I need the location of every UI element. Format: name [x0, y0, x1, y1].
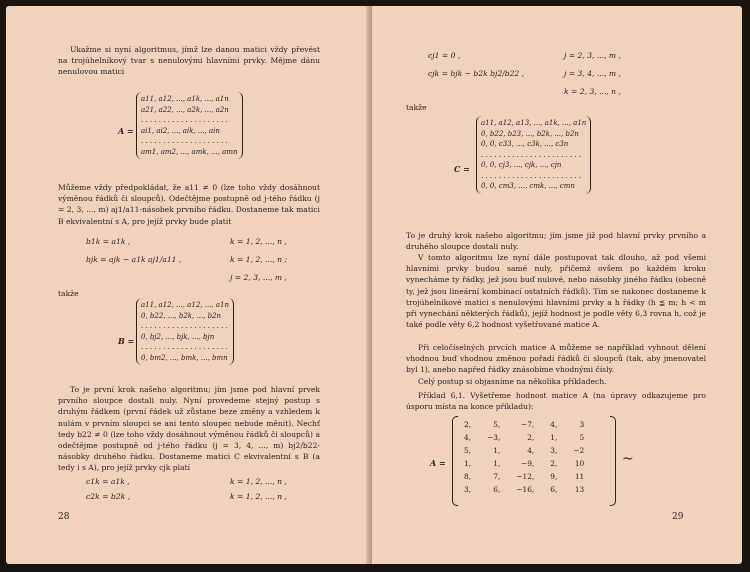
matrix-row: . . . . . . . . . . . . . . . . . . . .	[141, 137, 228, 145]
matrix-b	[136, 298, 234, 365]
equation-cjk: cjk = bjk − b2k bj2/b22 ,	[428, 69, 525, 78]
matrix-row: a11, a12, ..., a12, ..., a1n	[141, 301, 229, 309]
matrix-row: . . . . . . . . . . . . . . . . . . . . . . .	[481, 171, 582, 180]
matrix-row: 1, 1, −9, 2, 10	[464, 459, 585, 468]
equation-bjk: bjk = ajk − a1k aj1/a11 ,	[86, 255, 182, 264]
matrix-row: 0, b22, b23, ..., b2k, ..., b2n	[481, 129, 579, 138]
equation-c1k-range: k = 1, 2, ..., n ,	[230, 477, 287, 486]
equation-bjk-range: k = 1, 2, ..., n ;	[230, 255, 288, 264]
equation-c2k: c2k = b2k ,	[86, 492, 130, 501]
matrix-row: . . . . . . . . . . . . . . . . . . . .	[141, 343, 228, 351]
matrix-c	[476, 116, 591, 194]
paragraph-right-2: V tomto algoritmu lze nyní dále postupovat tak dlouho, až pod všemi hlavními prvky budou samé nuly, přičemž ovšem po každém kroku vynecháme ty řádky, jež jsou buď nulové, nebo násobky jiného řádku (obecně ty, jež jsou lineární kombinací ostatních řádků). Tím se nakonec dostaneme k trojúhelníkové matici s nenulovými hlavními prvky a h řádky (h ≦ m; h < m při vynechání některých řádků), jejíž hodnost je podle věty 6,3 rovna h, což je také podle věty 6,2 hodnost vyšetřované matice A.	[406, 253, 706, 330]
matrix-a-num-label: A =	[430, 458, 446, 468]
matrix-row: 0, 0, c33, ..., c3k, ..., c3n	[481, 140, 569, 148]
paragraph-3: To je první krok našeho algoritmu; jím jsme pod hlavní prvek prvního sloupce dostali nuly. Nyní provedeme stejný postup s druhým řádkem (první řádek už zůstane beze změny a vzhledem k nulám v prvním sloupci se ani tento sloupec nebude měnit). Nechť tedy b22 ≠ 0 (lze toho vždy dosáhnout výměnou řádků či sloupců) a odečtějme postupně od j-tého řádku (j = 3, 4, ..., m) bj2/b22-násobky druhého řádku. Dostaneme matici C ekvivalentní s B (a tedy i s A), pro jejíž prvky cjk platí	[58, 385, 320, 473]
tilde-symbol: ~	[622, 451, 634, 467]
example-heading: Příklad 6,1. Vyšetřeme hodnost matice A (na úpravy odkazujeme pro úsporu místa na konce příkladu):	[406, 391, 706, 412]
equation-cjk-range: j = 3, 4, ..., m ,	[564, 69, 621, 78]
equation-j-range: j = 2, 3, ..., m ,	[230, 273, 287, 282]
matrix-row: . . . . . . . . . . . . . . . . . . . .	[141, 116, 228, 124]
matrix-row: 3, 6, −16, 6, 13	[464, 485, 585, 494]
equation-b1k-range: k = 1, 2, ..., n ,	[230, 237, 287, 246]
matrix-row: 5, 1, 4, 3, −2	[464, 446, 585, 455]
equation-c1k: c1k = a1k ,	[86, 477, 130, 486]
matrix-row: ai1, ai2, ..., aik, ..., ain	[141, 126, 220, 135]
matrix-a-label: A =	[118, 126, 134, 136]
matrix-row: 0, bm2, ..., bmk, ..., bmn	[141, 353, 228, 362]
matrix-row: 2, 5, −7, 4, 3	[464, 420, 585, 429]
equation-cj1-range: j = 2, 3, ..., m ,	[564, 51, 621, 60]
matrix-row: a11, a12, ..., a1k, ..., a1n	[141, 95, 229, 103]
matrix-row: 8, 7, −12, 9, 11	[464, 472, 585, 481]
right-page	[372, 6, 742, 564]
paragraph-2: Můžeme vždy předpokládat, že a11 ≠ 0 (lze toho vždy dosáhnout výměnou řádků či sloupců). Odečtějme postupně od j-tého řádku (j = 2, 3, ..., m) aj1/a11-násobek prvního řádku. Dostaneme tak matici B ekvivalentní s A, pro jejíž prvky bude platit	[58, 183, 320, 226]
takze-label-right: takže	[406, 103, 427, 112]
equation-c2k-range: k = 1, 2, ..., n ,	[230, 492, 287, 501]
matrix-c-label: C =	[454, 164, 470, 174]
matrix-row: 0, 0, cm3, ..., cmk, ..., cmn	[481, 182, 575, 190]
paragraph-right-3: Při celočíselných prvcích matice A můžeme se například vyhnout dělení vhodnou buď vhodnou změnou pořadí řádků či sloupců (tak, aby jmenovatel byl 1), anebo napřed řádky znásobíme vhodnými čísly.	[406, 343, 706, 375]
matrix-right-bracket	[610, 416, 616, 506]
matrix-row: . . . . . . . . . . . . . . . . . . . .	[141, 322, 228, 330]
intro-paragraph: Ukažme si nyní algoritmus, jímž lze danou matici vždy převést na trojúhelníkový tvar s nenulovými hlavními prvky. Mějme dánu nenulovou matici	[58, 45, 320, 77]
matrix-row: am1, am2, ..., amk, ..., amn	[141, 147, 238, 156]
matrix-row: 0, b22, ..., b2k, ..., b2n	[141, 311, 222, 320]
matrix-b-label: B =	[118, 336, 135, 346]
matrix-row: a21, a22, ..., a2k, ..., a2n	[141, 105, 229, 114]
equation-k-range: k = 2, 3, ..., n ,	[564, 87, 621, 96]
equation-cj1: cj1 = 0 ,	[428, 51, 461, 60]
page-number-left: 28	[58, 512, 70, 522]
page-number-right: 29	[672, 512, 684, 522]
equation-b1k: b1k = a1k ,	[86, 237, 131, 246]
matrix-row: 0, 0, cj3, ..., cjk, ..., cjn	[481, 161, 562, 169]
matrix-row: . . . . . . . . . . . . . . . . . . . . . . .	[481, 150, 582, 159]
paragraph-right-1: To je druhý krok našeho algoritmu; jím jsme již pod hlavní prvky prvního a druhého sloupce dostali nuly.	[406, 231, 706, 252]
matrix-row: 4, −3, 2, 1, 5	[464, 433, 585, 442]
left-page	[6, 6, 370, 564]
matrix-a	[136, 92, 243, 159]
paragraph-right-4: Celý postup si objasníme na několika příkladech.	[418, 377, 607, 386]
takze-label: takže	[58, 289, 79, 298]
matrix-row: a11, a12, a13, ..., a1k, ..., a1n	[481, 119, 587, 127]
matrix-row: 0, bj2, ..., bjk, ..., bjn	[141, 332, 215, 341]
numeric-matrix	[456, 418, 592, 496]
